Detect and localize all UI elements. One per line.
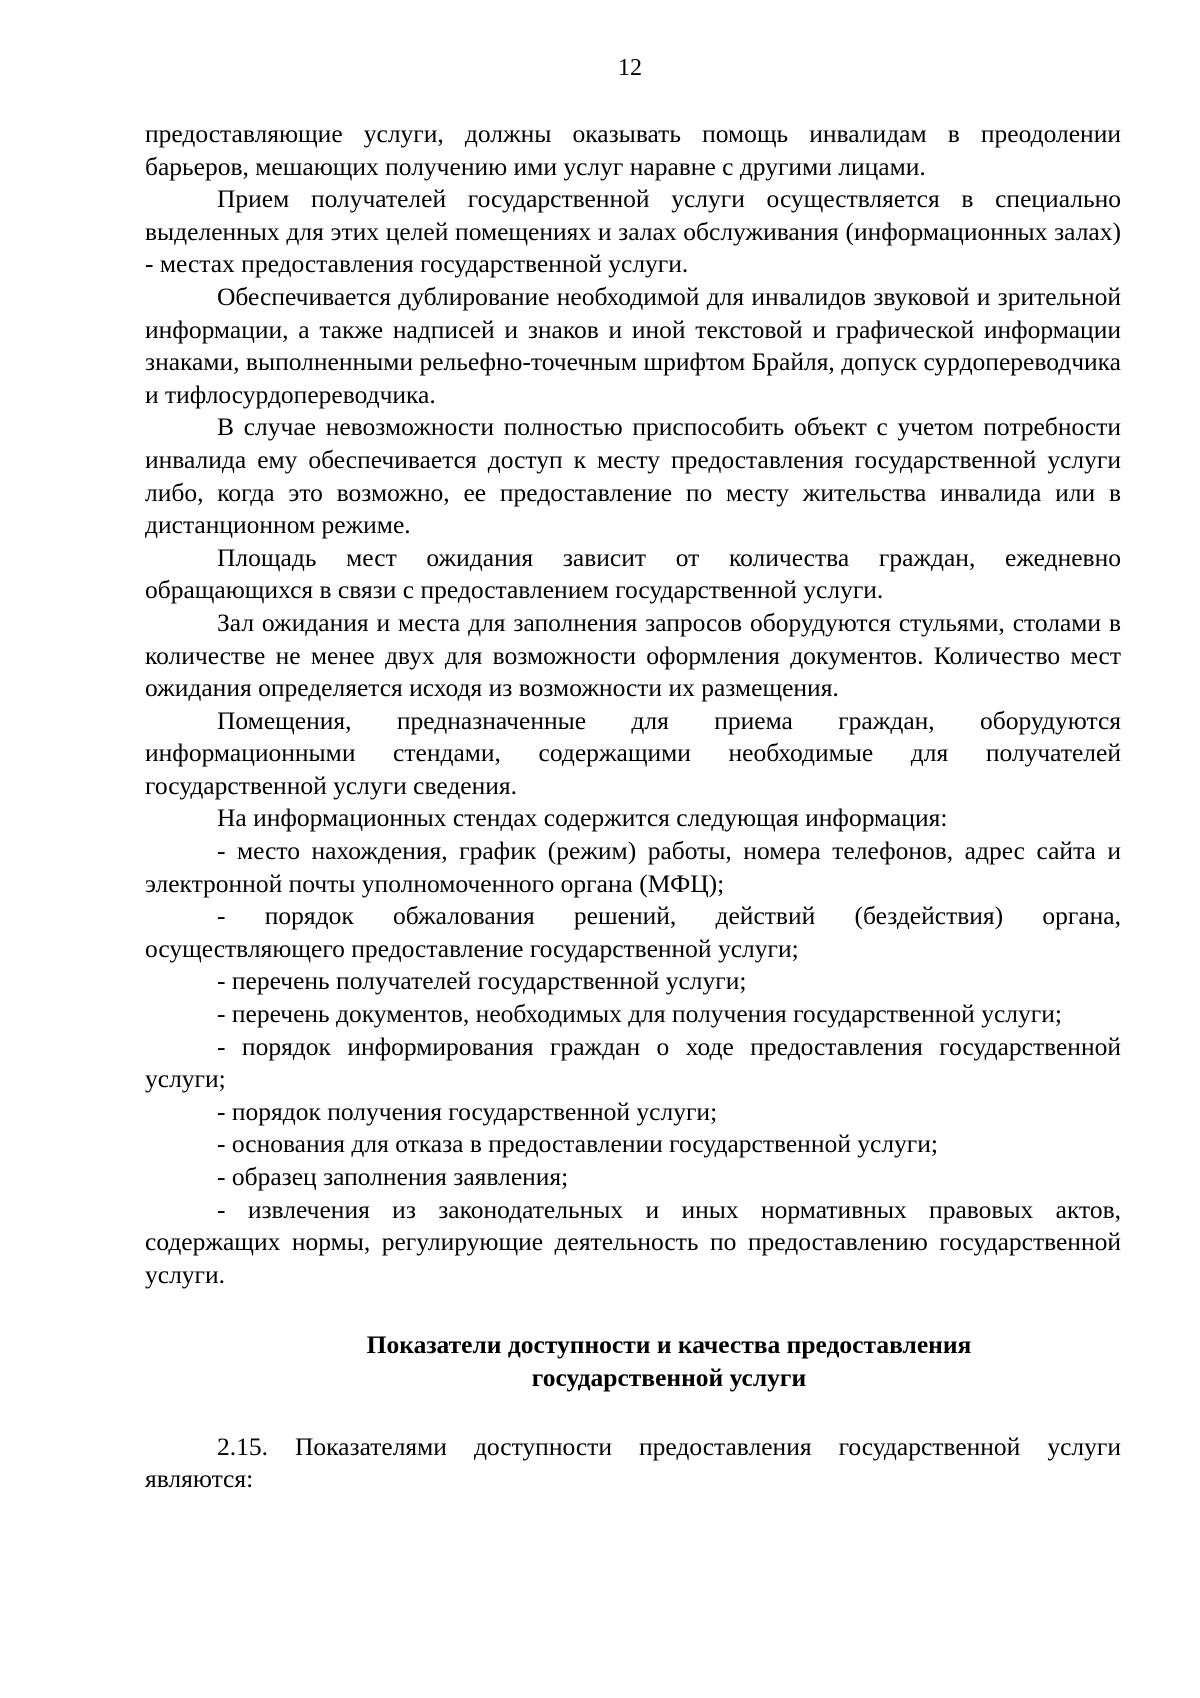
- list-item: - порядок информирования граждан о ходе предоставления государственной услуги;: [145, 1031, 1121, 1094]
- list-item: - место нахождения, график (режим) работы, номера телефонов, адрес сайта и электронной почты уполномоченного органа (МФЦ);: [145, 836, 1121, 898]
- section-heading: [145, 1329, 1121, 1394]
- paragraph: 2.15. Показателями доступности предоставления государственной услуги являются:: [145, 1431, 1121, 1494]
- paragraph: Помещения, предназначенные для приема граждан, оборудуются информационными стендами, содержащими необходимые для получателей государственной услуги сведения.: [145, 705, 1121, 800]
- list-item: - перечень документов, необходимых для получения государственной услуги;: [217, 999, 1062, 1029]
- list-item: - образец заполнения заявления;: [217, 1162, 569, 1191]
- list-item: - основания для отказа в предоставлении государственной услуги;: [217, 1129, 938, 1159]
- paragraph: Обеспечивается дублирование необходимой для инвалидов звуковой и зрительной информации, а также надписей и знаков и иной текстовой и графической информации знаками, выполненными рельефно-точечным шрифтом Брайля, допуск сурдопереводчика и тифлосурдопереводчика.: [145, 281, 1121, 409]
- page-number: 12: [618, 55, 642, 81]
- list-item: - извлечения из законодательных и иных нормативных правовых актов, содержащих нормы, регулирующие деятельность по предоставлению государственной услуги.: [145, 1194, 1121, 1289]
- paragraph: Площадь мест ожидания зависит от количества граждан, ежедневно обращающихся в связи с предоставлением государственной услуги.: [145, 542, 1121, 605]
- paragraph: Прием получателей государственной услуги осуществляется в специально выделенных для этих целей помещениях и залах обслуживания (информационных залах) - местах предоставления государственной услуги.: [145, 184, 1121, 279]
- list-item: - перечень получателей государственной услуги;: [217, 966, 747, 996]
- list-item: - порядок получения государственной услуги;: [217, 1096, 718, 1126]
- list-item: - порядок обжалования решений, действий (бездействия) органа, осуществляющего предоставление государственной услуги;: [145, 901, 1121, 963]
- paragraph: предоставляющие услуги, должны оказывать помощь инвалидам в преодолении барьеров, мешающих получению ими услуг наравне с другими лицами.: [145, 119, 1121, 181]
- paragraph: Зал ожидания и места для заполнения запросов оборудуются стульями, столами в количестве не менее двух для возможности оформления документов. Количество мест ожидания определяется исходя из возможности их размещения.: [145, 607, 1121, 703]
- section-heading-line: Показатели доступности и качества предоставления: [366, 1330, 972, 1360]
- paragraph: На информационных стендах содержится следующая информация:: [217, 803, 948, 833]
- document-body: [145, 118, 1121, 1496]
- paragraph: В случае невозможности полностью приспособить объект с учетом потребности инвалида ему обеспечивается доступ к месту предоставления государственной услуги либо, когда это возможно, ее предоставление по месту жительства инвалида или в дистанционном режиме.: [145, 412, 1121, 540]
- section-heading-line: государственной услуги: [531, 1362, 807, 1392]
